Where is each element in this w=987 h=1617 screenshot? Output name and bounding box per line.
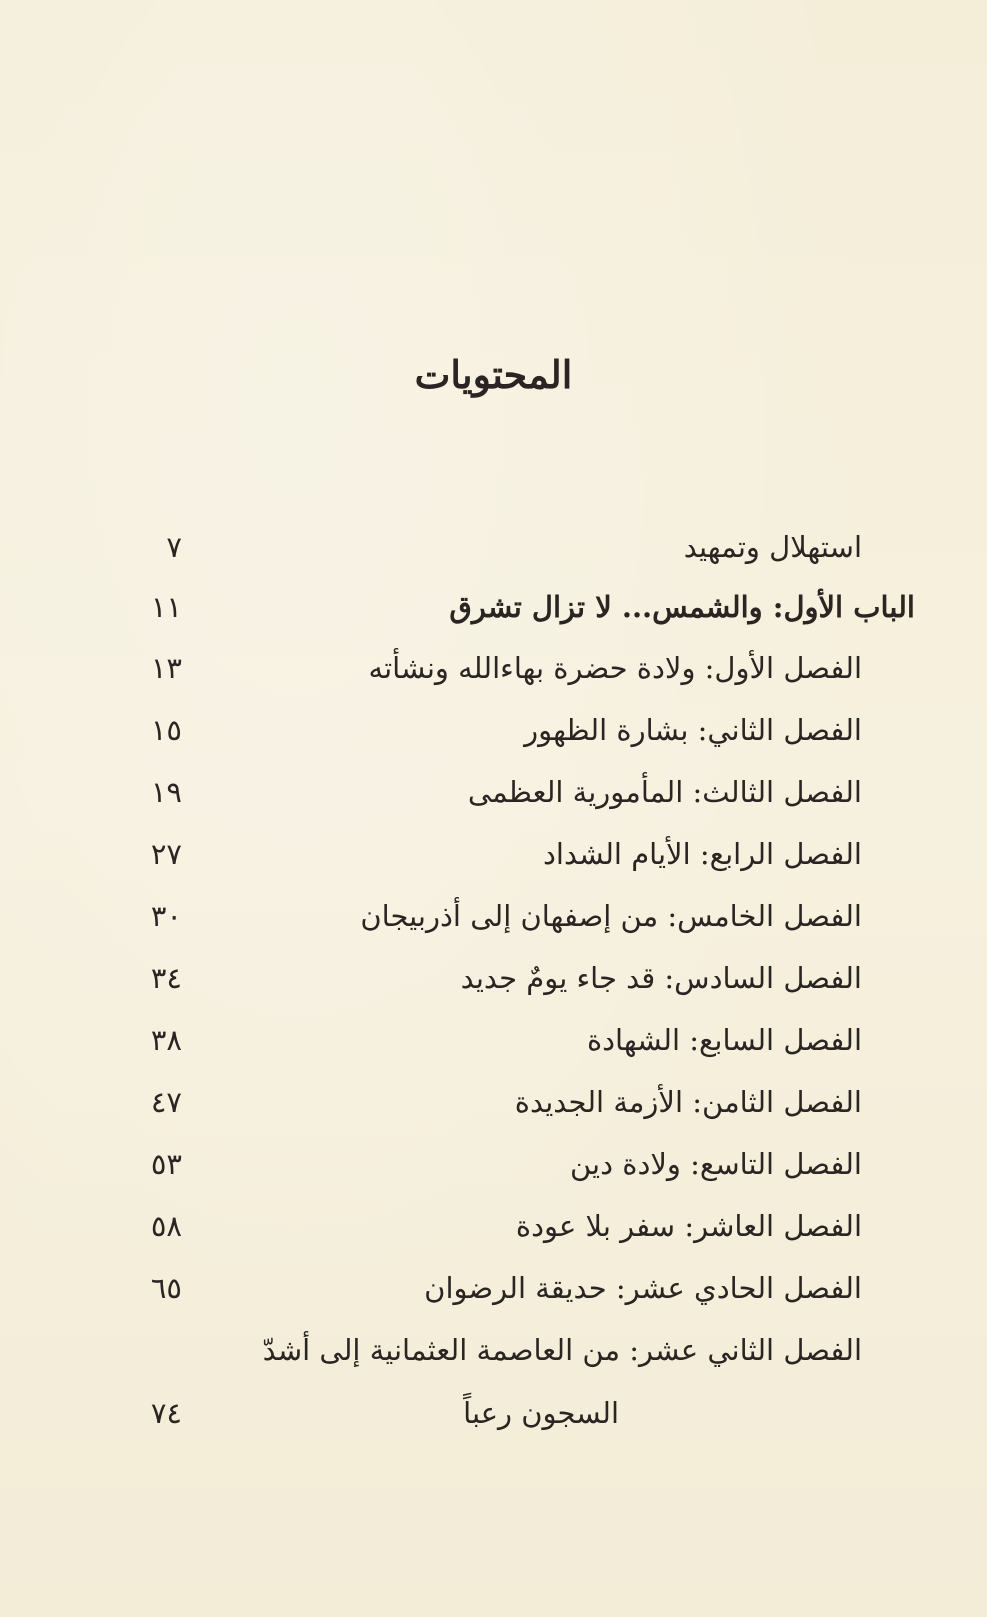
toc-entry-page: ٦٥: [150, 1271, 182, 1305]
toc-entry-title: الفصل الثاني: بشارة الظهور: [524, 713, 862, 747]
toc-entry-page: ٧: [166, 530, 182, 564]
toc-entry: [0, 770, 987, 826]
toc-entry: [0, 956, 987, 1012]
toc-entry-page: ٢٧: [150, 837, 182, 871]
toc-entry-title: الفصل الأول: ولادة حضرة بهاءالله ونشأته: [368, 651, 862, 685]
toc-entry: [0, 1142, 987, 1198]
toc-entry-page: ٣٠: [150, 899, 182, 933]
toc-entry-page: ٤٧: [150, 1085, 182, 1119]
toc-entry-page: ٧٤: [150, 1396, 182, 1430]
toc-entry-title: الفصل الثالث: المأمورية العظمى: [467, 775, 862, 809]
toc-entry: [0, 832, 987, 888]
toc-entry-page: ١٣: [150, 651, 182, 685]
toc-entry-title: الفصل التاسع: ولادة دين: [569, 1147, 862, 1181]
toc-entry: [0, 525, 987, 581]
toc-entry-title: الفصل السابع: الشهادة: [586, 1023, 862, 1057]
toc-entry: [0, 585, 987, 641]
toc-entry-page: ٥٣: [150, 1147, 182, 1181]
toc-entry: [0, 646, 987, 702]
toc-entry-title: الفصل العاشر: سفر بلا عودة: [515, 1209, 862, 1243]
toc-entry-page: ١٩: [150, 775, 182, 809]
toc-part-title: الباب الأول: والشمس... لا تزال تشرق: [449, 590, 915, 624]
toc-entry-title: الفصل الثامن: الأزمة الجديدة: [514, 1085, 862, 1119]
toc-entry: [0, 1328, 987, 1384]
toc-entry: [0, 1266, 987, 1322]
toc-entry-page: ٣٨: [150, 1023, 182, 1057]
toc-entry-page: ٥٨: [150, 1209, 182, 1243]
toc-entry: [0, 1391, 987, 1447]
toc-entry-title-continuation: السجون رعباً: [463, 1396, 619, 1430]
toc-entry: [0, 1080, 987, 1136]
toc-entry-title: الفصل الحادي عشر: حديقة الرضوان: [424, 1271, 862, 1305]
toc-entry-page: ١٥: [150, 713, 182, 747]
toc-entry-title: الفصل الثاني عشر: من العاصمة العثمانية إلى أشدّ: [262, 1333, 862, 1367]
toc-entry-title: الفصل السادس: قد جاء يومٌ جديد: [460, 961, 862, 995]
toc-entry: [0, 708, 987, 764]
toc-entry-title: الفصل الرابع: الأيام الشداد: [543, 837, 862, 871]
toc-entry-title: الفصل الخامس: من إصفهان إلى أذربيجان: [360, 899, 862, 933]
contents-heading: المحتويات: [414, 352, 573, 397]
toc-entry-page: ٣٤: [150, 961, 182, 995]
toc-entry: [0, 1204, 987, 1260]
table-of-contents: [0, 525, 987, 1485]
toc-entry: [0, 1018, 987, 1074]
toc-entry-page: ١١: [150, 590, 182, 624]
toc-entry: [0, 894, 987, 950]
toc-entry-title: استهلال وتمهيد: [683, 530, 862, 564]
